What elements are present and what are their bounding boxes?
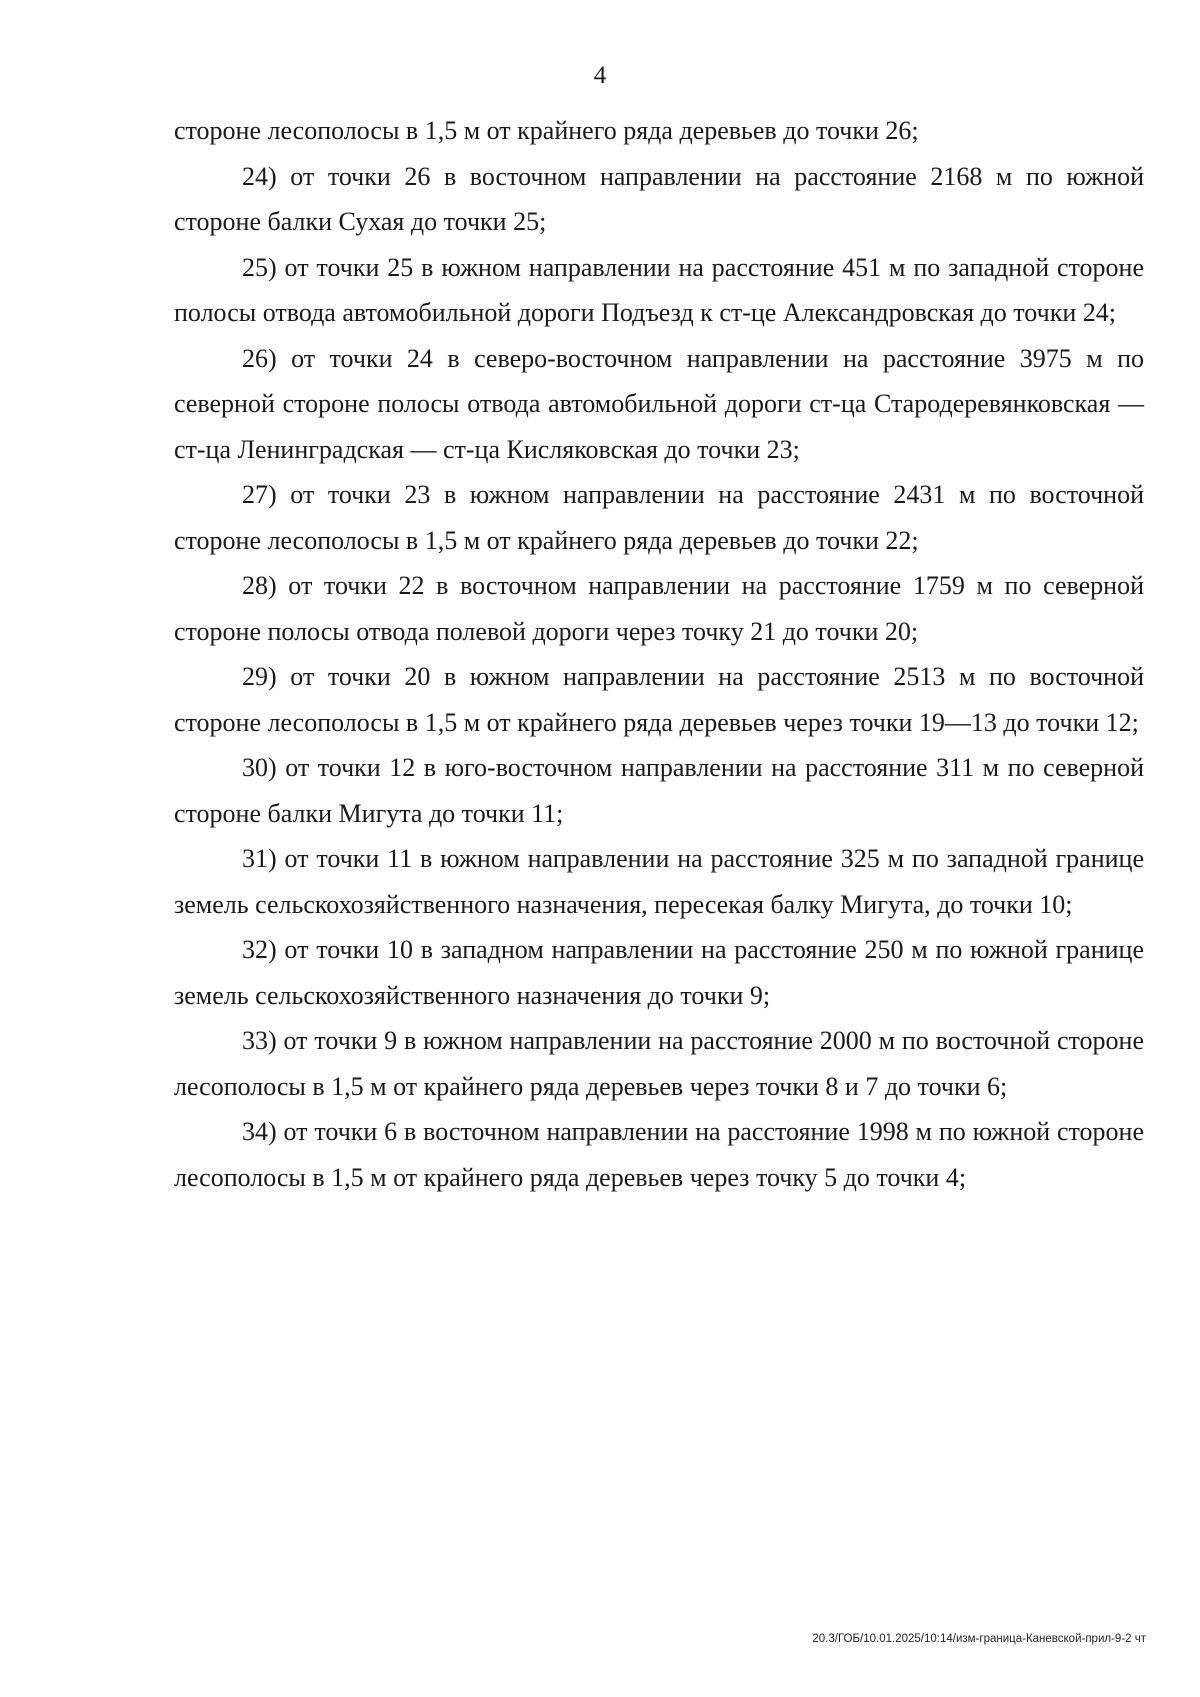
list-item-26: 26) от точки 24 в северо-восточном направлении на расстояние 3975 м по северной стороне полосы отвода автомобильной дороги ст-ца Стародеревянковская — ст-ца Ленинградская — ст-ца Кисляковская до точки 23;	[174, 343, 1144, 464]
document-body	[174, 108, 1144, 1200]
list-item-30: 30) от точки 12 в юго-восточном направлении на расстояние 311 м по северной стороне балки Мигута до точки 11;	[174, 753, 1144, 828]
continuation-paragraph: стороне лесополосы в 1,5 м от крайнего ряда деревьев до точки 26;	[174, 116, 919, 145]
list-item-29: 29) от точки 20 в южном направлении на расстояние 2513 м по восточной стороне лесополосы в 1,5 м от крайнего ряда деревьев через точки 19—13 до точки 12;	[174, 662, 1144, 737]
document-footer: 20.3/ГОБ/10.01.2025/10:14/изм-граница-Каневской-прил-9-2 чт	[812, 1633, 1146, 1645]
list-item-25: 25) от точки 25 в южном направлении на расстояние 451 м по западной стороне полосы отвода автомобильной дороги Подъезд к ст-це Александровская до точки 24;	[174, 252, 1144, 327]
list-item-32: 32) от точки 10 в западном направлении на расстояние 250 м по южной границе земель сельскохозяйственного назначения до точки 9;	[174, 935, 1144, 1010]
list-item-34: 34) от точки 6 в восточном направлении на расстояние 1998 м по южной стороне лесополосы в 1,5 м от крайнего ряда деревьев через точку 5 до точки 4;	[174, 1117, 1144, 1192]
list-item-28: 28) от точки 22 в восточном направлении на расстояние 1759 м по северной стороне полосы отвода полевой дороги через точку 21 до точки 20;	[174, 571, 1144, 646]
list-item-33: 33) от точки 9 в южном направлении на расстояние 2000 м по восточной стороне лесополосы в 1,5 м от крайнего ряда деревьев через точки 8 и 7 до точки 6;	[174, 1026, 1144, 1101]
page-number: 4	[593, 62, 607, 89]
list-item-31: 31) от точки 11 в южном направлении на расстояние 325 м по западной границе земель сельскохозяйственного назначения, пересекая балку Мигута, до точки 10;	[174, 844, 1144, 919]
list-item-24: 24) от точки 26 в восточном направлении на расстояние 2168 м по южной стороне балки Сухая до точки 25;	[174, 161, 1144, 236]
list-item-27: 27) от точки 23 в южном направлении на расстояние 2431 м по восточной стороне лесополосы в 1,5 м от крайнего ряда деревьев до точки 22;	[174, 480, 1144, 555]
